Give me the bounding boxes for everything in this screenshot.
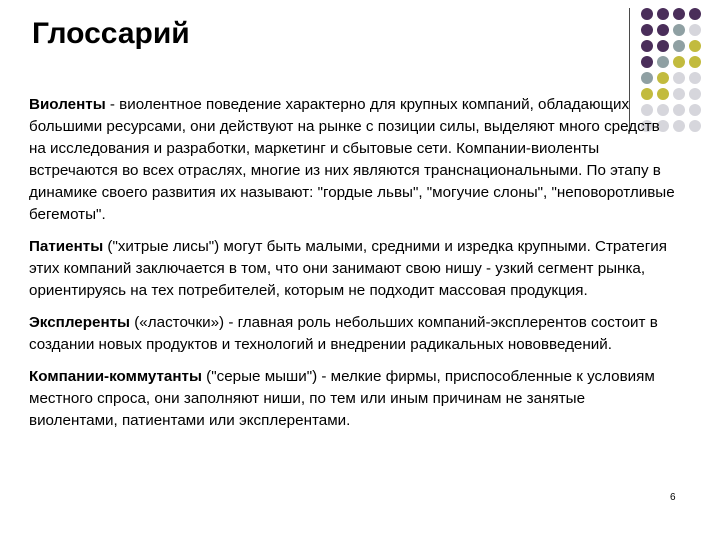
decorative-dot	[673, 40, 685, 52]
decorative-dot	[657, 72, 669, 84]
decorative-dot	[673, 56, 685, 68]
decorative-dot	[657, 40, 669, 52]
glossary-definition: («ласточки») - главная роль небольших компаний-эксплерентов состоит в создании новых продуктов и технологий и внедрении радикальных нововведений.	[29, 314, 658, 353]
glossary-definition: - виолентное поведение характерно для крупных компаний, обладающих большими ресурсами, они действуют на рынке с позиции силы, выделяют много средств на исследования и разработки, маркетинг и сбытовые сети. Компании-виоленты встречаются во всех отраслях, многие из них являются транснациональными. По этапу в динамике своего развития их называют: "гордые львы", "могучие слоны", "неповоротливые бегемоты".	[29, 96, 675, 223]
decorative-dot	[641, 24, 653, 36]
decorative-dot	[657, 56, 669, 68]
glossary-entry-patients	[29, 236, 677, 302]
glossary-term: Виоленты	[29, 96, 106, 113]
glossary-content	[29, 94, 677, 442]
glossary-definition: ("хитрые лисы") могут быть малыми, средними и изредка крупными. Стратегия этих компаний заключается в том, что они занимают свою нишу - узкий сегмент рынка, ориентируясь на тех потребителей, которым не подходит массовая продукция.	[29, 238, 667, 299]
decorative-dot	[689, 104, 701, 116]
decorative-dot	[689, 24, 701, 36]
decorative-dot	[641, 72, 653, 84]
decorative-dot	[689, 88, 701, 100]
decorative-dot	[673, 24, 685, 36]
decorative-dot	[689, 120, 701, 132]
decorative-dot	[641, 56, 653, 68]
decorative-dot	[641, 8, 653, 20]
decorative-dot	[673, 72, 685, 84]
decorative-dot	[689, 8, 701, 20]
decorative-dot	[641, 40, 653, 52]
decorative-dot	[689, 40, 701, 52]
decorative-dot	[657, 8, 669, 20]
decorative-dot	[673, 8, 685, 20]
glossary-term: Компании-коммутанты	[29, 368, 202, 385]
page-number: 6	[670, 492, 676, 503]
decorative-dot	[657, 24, 669, 36]
glossary-entry-commutants	[29, 366, 677, 432]
decorative-dot	[689, 72, 701, 84]
glossary-entry-violents	[29, 94, 677, 226]
decorative-dot	[689, 56, 701, 68]
glossary-term: Эксплеренты	[29, 314, 131, 331]
glossary-entry-explerents	[29, 312, 677, 356]
slide-title: Глоссарий	[32, 17, 190, 50]
glossary-term: Патиенты	[29, 238, 104, 255]
glossary-definition: ("серые мыши") - мелкие фирмы, приспособленные к условиям местного спроса, они заполняют ниши, по тем или иным причинам не занятые виолентами, патиентами или эксплерентами.	[29, 368, 655, 429]
